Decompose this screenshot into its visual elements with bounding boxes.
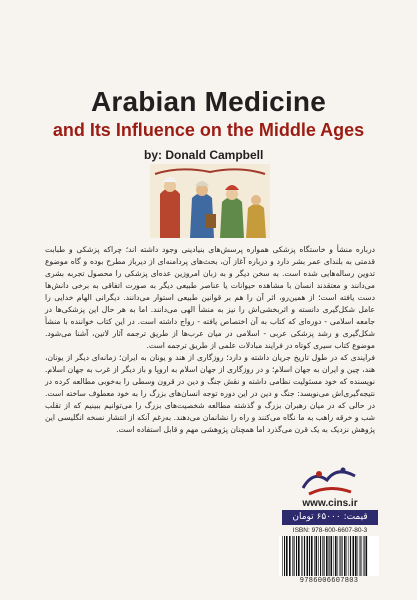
- barcode-bar: [307, 536, 309, 576]
- barcode-bar: [318, 536, 319, 576]
- barcode-bar: [311, 536, 313, 576]
- barcode-bar: [303, 536, 304, 576]
- synopsis-paragraph: درباره منشأ و خاستگاه پزشکی همواره پرسش‌های بنیادینی وجود داشته‌ اند؛ چراکه پزشکی و طبابت قدمتی به بلندای عمر بشر دارد و درباره آغاز آن، بحث‌های پردامنه‌ای از دیرباز مطرح بوده و گاه موضوع تدوین رساله‌هایی شده است. به سخن دیگر و به زبان امروزین عده‌ای پزشکی را محصول تجربه بشری می‌دانند و معتقدند انسان با مشاهده حیوانات یا عناصر طبیعی دیگر به صورت اتفاقی به برخی دانش‌ها دست یافته است؛ از همین‌رو، اثر آن را هم بر قوانین طبیعی استوار می‌دانند. دیگرانی الهام خدایی را عامل شکل‌گیری دانسته و اثربخشی‌اش را نیز به منشأ الهی می‌دانند. اما به هر حال این پزشکی‌ها در جامعه اسلامی - دوره‌ای که کتاب به آن اختصاص یافته - رواج داشته است. در این کتاب خواننده با منشأ شکل‌گیری و رشد پزشکی عربی - اسلامی در میان عرب‌ها از طریق ترجمه آثار لاتین، آشنا می‌شود. موضوع کتاب سیری کوتاه در فرایند مبادلات علمی از طریق ترجمه است.: [45, 245, 375, 350]
- synopsis-paragraph: فرایندی که در طول تاریخ جریان داشته و دارد؛ روزگاری از هند و یونان به ایران؛ زمانه‌ای دیگر از یونان، هند، چین و ایران به جهان اسلام؛ و در روزگاری از جهان اسلام به اروپا و باز دیگر از غرب به جهان اسلام. نویسنده که خود مسئولیت نظامی داشته و نقش جنگ و دین در قرون وسطی را به‌خوبی مطالعه کرده در نتیجه‌گیری‌اش می‌نویسد: جنگ و دین در این دوره توجه انسان‌های بزرگ را به خود معطوف ساخته است. در حالی که در میان رهبران بزرگ و گذشته مطالعه شخصیت‌های بزرگ را می‌توانیم ببینیم که از تقلب شب و خرقه راهب به ما نگاه می‌کنند و راه را نشانمان می‌دهند. به‌رغم آنکه از انتشار نسخه انگلیسی این پژوهش نزدیک به یک قرن می‌گذرد اما همچنان پژوهشی مهم و قابل استفاده است.: [45, 353, 375, 434]
- barcode-digits: 9786006607803: [299, 577, 359, 585]
- book-title: Arabian Medicine: [90, 86, 327, 117]
- barcode-bar: [364, 536, 365, 576]
- barcode-bar: [304, 536, 305, 576]
- barcode-bar: [284, 536, 285, 576]
- barcode-bar: [292, 536, 293, 576]
- barcode-bar: [326, 536, 328, 576]
- barcode-bar: [362, 536, 363, 576]
- barcode-bar: [309, 536, 310, 576]
- barcode-bar: [334, 536, 335, 576]
- barcode-bar: [296, 536, 297, 576]
- barcode-bar: [289, 536, 291, 576]
- barcode-bar: [350, 536, 351, 576]
- barcode-bar: [324, 536, 325, 576]
- isbn-label: ISBN: 978-600-6607-80-3: [292, 527, 368, 534]
- barcode-bar: [347, 536, 348, 576]
- barcode-bar: [282, 536, 283, 576]
- barcode-bar: [286, 536, 288, 576]
- barcode-bar: [338, 536, 339, 576]
- barcode-bar: [358, 536, 359, 576]
- barcode-bar: [342, 536, 343, 576]
- barcode-bar: [355, 536, 357, 576]
- barcode-bar: [331, 536, 333, 576]
- barcode-bar: [340, 536, 341, 576]
- barcode-bar: [344, 536, 346, 576]
- barcode-bar: [366, 536, 368, 576]
- publisher-website: www.cins.ir: [302, 498, 358, 509]
- barcode-bar: [329, 536, 330, 576]
- book-subtitle: and Its Influence on the Middle Ages: [52, 120, 365, 140]
- barcode-bar: [353, 536, 355, 576]
- miniature-illustration: [150, 164, 270, 238]
- barcode-bar: [301, 536, 302, 576]
- barcode-bar: [349, 536, 350, 576]
- barcode-bar: [335, 536, 337, 576]
- barcode-bar: [294, 536, 295, 576]
- author-line: by: Donald Campbell: [144, 148, 264, 162]
- barcode-bar: [360, 536, 361, 576]
- barcode-bar: [320, 536, 321, 576]
- barcode-bar: [316, 536, 318, 576]
- price-label: قیمت: ۶۵۰۰۰ تومان: [282, 510, 378, 525]
- barcode-bar: [314, 536, 315, 576]
- synopsis: [45, 244, 375, 436]
- publisher-logo: [299, 460, 359, 500]
- barcode: [279, 536, 379, 576]
- barcode-bar: [322, 536, 323, 576]
- barcode-bar: [298, 536, 300, 576]
